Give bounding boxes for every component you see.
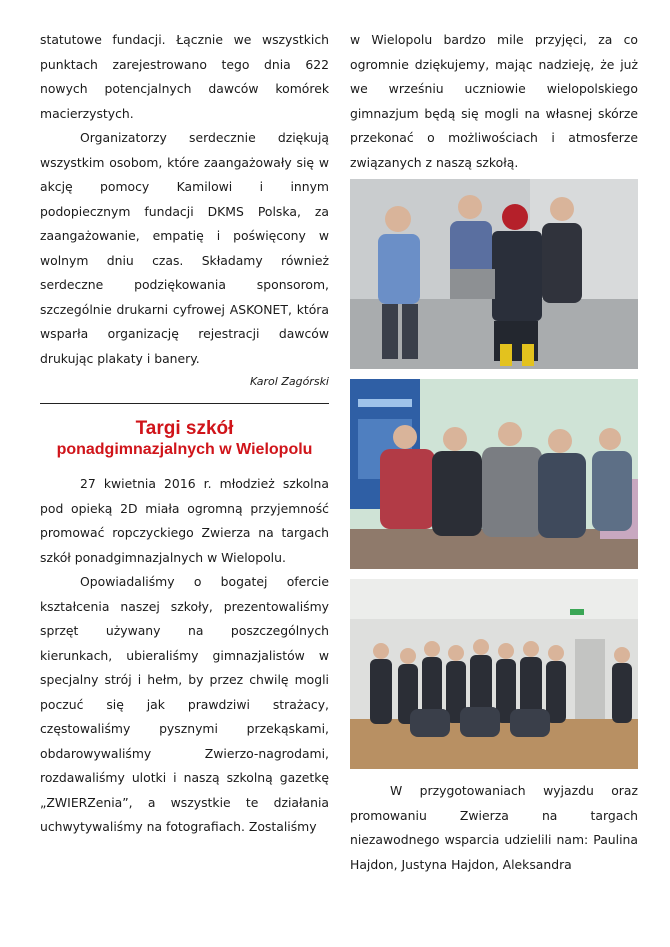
- section-divider: [40, 403, 329, 404]
- paragraph-thanks: Organizatorzy serdecznie dziękują wszystkim osobom, które zaangażowały się w akcję pomocy Kamilowi i innym podopiecznym fundacji DKMS Polska, za zaangażowanie, empatię i poświęcony w wolnym dniu czas. Składamy również serdeczne podziękowania sponsorom, szczególnie drukarni cyfrowej ASKONET, która wsparła organizację rejestracji dawców drukując plakaty i banery.: [40, 130, 329, 366]
- article-title-line2: ponadgimnazjalnych w Wielopolu: [56, 441, 313, 458]
- group-photo-icon: [350, 579, 638, 769]
- paragraph-fundacja: statutowe fundacji. Łącznie we wszystkich punktach zarejestrowano tego dnia 622 nowych potencjalnych dawców komórek macierzystych.: [40, 32, 329, 121]
- photo-students-at-stand: [350, 379, 638, 569]
- photo-students-firefighter: [350, 179, 638, 369]
- photo-group: [350, 579, 638, 769]
- right-column-bottom: [350, 779, 638, 877]
- students-at-stand-photo-icon: [350, 379, 638, 569]
- right-column: [350, 28, 638, 175]
- paragraph-support: W przygotowaniach wyjazdu oraz promowaniu Zwierza na targach niezawodnego wsparcia udzielili nam: Paulina Hajdon, Justyna Hajdon, Aleksandra: [350, 783, 638, 872]
- paragraph-targi-body: Opowiadaliśmy o bogatej ofercie kształcenia naszej szkoły, prezentowaliśmy sprzęt używany na poszczególnych kierunkach, ubieraliśmy gimnazjalistów w specjalny strój i hełm, by przez chwilę mogli poczuć się jak prawdziwi strażacy, częstowaliśmy pysznymi przekąskami, obdarowywaliśmy Zwierzo-nagrodami, rozdawaliśmy ulotki i naszą szkolną gazetkę „ZWIERZenia”, a wszystkie te działania uchwytywaliśmy na fotografiach. Zostaliśmy: [40, 574, 329, 834]
- left-column: [40, 28, 329, 840]
- article-author: Karol Zagórski: [249, 375, 329, 388]
- paragraph-targi-intro: 27 kwietnia 2016 r. młodzież szkolna pod opieką 2D miała ogromną przyjemność promować ropczyckiego Zwierza na targach szkół ponadgimnazjalnych w Wielopolu.: [40, 476, 329, 565]
- paragraph-wielopole: w Wielopolu bardzo mile przyjęci, za co ogromnie dziękujemy, mając nadzieję, że już we wrześniu uczniowie wielopolskiego gimnazjum będą się mogli na własnej skórze przekonać o możliwościach i atmosferze związanych z naszą szkołą.: [350, 32, 638, 170]
- students-firefighter-photo-icon: [350, 179, 638, 369]
- article-title-line1: Targi szkół: [135, 418, 234, 439]
- article-title: [40, 418, 329, 460]
